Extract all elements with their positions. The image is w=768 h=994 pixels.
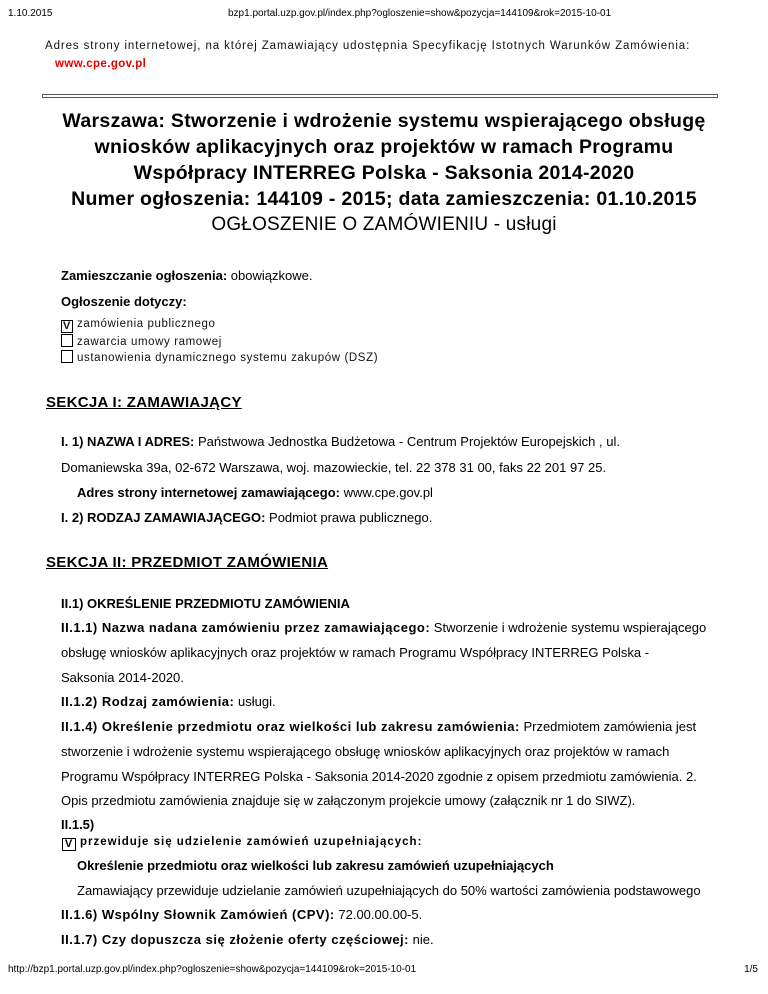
authority-type-row xyxy=(61,510,432,525)
checkbox xyxy=(61,350,73,363)
section-1-heading: SEKCJA I: ZAMAWIAJĄCY xyxy=(46,394,242,411)
option-label: zawarcia umowy ramowej xyxy=(77,336,222,348)
ii16-label: II.1.6) Wspólny Słownik Zamówień (CPV): xyxy=(61,907,335,922)
option-label: zamówienia publicznego xyxy=(77,318,216,330)
type-label: I. 2) RODZAJ ZAMAWIAJĄCEGO: xyxy=(61,510,266,525)
ii12-value: usługi. xyxy=(238,694,276,709)
notice-type: OGŁOSZENIE O ZAMÓWIENIU - usługi xyxy=(211,214,557,235)
ii15-check-label: przewiduje się udzielenie zamówień uzupełniających: xyxy=(80,836,423,848)
ii14-value-line: stworzenie i wdrożenie systemu wspierającego obsługę wniosków aplikacyjnych oraz projektów w ramach xyxy=(61,744,670,759)
ii17-row xyxy=(61,932,434,947)
website-value: www.cpe.gov.pl xyxy=(343,485,433,500)
siwz-address-label: Adres strony internetowej, na której Zamawiający udostępnia Specyfikację Istotnych Warunków Zamówienia: xyxy=(45,40,691,52)
placement-row xyxy=(61,268,312,283)
ii14-value-line: Programu Współpracy INTERREG Polska - Saksonia 2014-2020 zgodnie z opisem przedmiotu zamówienia. 2. xyxy=(61,769,697,784)
ii15-checkbox-row xyxy=(62,836,422,851)
ii12-label: II.1.2) Rodzaj zamówienia: xyxy=(61,694,235,709)
ii11-row xyxy=(61,620,706,635)
divider xyxy=(42,94,718,98)
ii14-value: Przedmiotem zamówienia jest xyxy=(523,719,697,734)
ii12-row xyxy=(61,694,276,709)
title-line: Współpracy INTERREG Polska - Saksonia 2014-2020 xyxy=(133,162,635,184)
page-number: 1/5 xyxy=(744,964,758,975)
title-line: wniosków aplikacyjnych oraz projektów w ramach Programu xyxy=(94,136,674,158)
contracting-authority-name xyxy=(61,434,620,449)
option-public-contract xyxy=(61,318,216,333)
ii15-label: II.1.5) xyxy=(61,817,95,832)
authority-website-row xyxy=(77,485,433,500)
ii15-sub-heading: Określenie przedmiotu oraz wielkości lub zakresu zamówień uzupełniających xyxy=(77,858,554,873)
title-line: Warszawa: Stworzenie i wdrożenie systemu wspierającego obsługę xyxy=(62,110,706,132)
option-dsz xyxy=(61,350,378,364)
name-label: I. 1) NAZWA I ADRES: xyxy=(61,434,195,449)
ii16-value: 72.00.00.00-5. xyxy=(338,907,423,922)
print-url: bzp1.portal.uzp.gov.pl/index.php?ogloszenie=show&pozycja=144109&rok=2015-10-01 xyxy=(228,8,612,19)
ii17-label: II.1.7) Czy dopuszcza się złożenie oferty częściowej: xyxy=(61,932,409,947)
checkbox: V xyxy=(62,838,76,851)
ii14-value-line: Opis przedmiotu zamówienia znajduje się w załączonym projekcie umowy (załącznik nr 1 do SIWZ). xyxy=(61,793,636,808)
ii17-value: nie. xyxy=(412,932,434,947)
concerns-label: Ogłoszenie dotyczy: xyxy=(61,294,187,309)
name-value: Państwowa Jednostka Budżetowa - Centrum Projektów Europejskich , ul. xyxy=(198,434,620,449)
ii15-sub-text: Zamawiający przewiduje udzielanie zamówień uzupełniających do 50% wartości zamówienia podstawowego xyxy=(77,883,701,898)
ii11-value-line: obsługę wniosków aplikacyjnych oraz projektów w ramach Programu Współpracy INTERREG Polska - xyxy=(61,645,650,660)
ii11-label: II.1.1) Nazwa nadana zamówieniu przez zamawiającego: xyxy=(61,620,431,635)
placement-label: Zamieszczanie ogłoszenia: xyxy=(61,268,228,283)
checkbox: V xyxy=(61,320,73,333)
ii16-row xyxy=(61,907,422,922)
checkbox xyxy=(61,334,73,347)
ii14-label: II.1.4) Określenie przedmiotu oraz wielkości lub zakresu zamówienia: xyxy=(61,719,520,734)
ii11-value: Stworzenie i wdrożenie systemu wspierającego xyxy=(433,620,707,635)
siwz-link[interactable]: www.cpe.gov.pl xyxy=(55,58,147,70)
notice-number: Numer ogłoszenia: 144109 - 2015; data zamieszczenia: 01.10.2015 xyxy=(71,188,697,210)
ii14-row xyxy=(61,719,696,734)
placement-value: obowiązkowe. xyxy=(230,268,313,283)
option-label: ustanowienia dynamicznego systemu zakupów (DSZ) xyxy=(77,352,379,364)
section-2-heading: SEKCJA II: PRZEDMIOT ZAMÓWIENIA xyxy=(46,554,329,571)
contracting-authority-address: Domaniewska 39a, 02-672 Warszawa, woj. mazowieckie, tel. 22 378 31 00, faks 22 201 97 25. xyxy=(61,460,607,475)
ii1-heading: II.1) OKREŚLENIE PRZEDMIOTU ZAMÓWIENIA xyxy=(61,596,350,611)
notice-title xyxy=(40,108,728,238)
ii11-value-line: Saksonia 2014-2020. xyxy=(61,670,184,685)
print-date: 1.10.2015 xyxy=(8,8,53,19)
option-framework-agreement xyxy=(61,334,222,348)
type-value: Podmiot prawa publicznego. xyxy=(269,510,433,525)
footer-url: http://bzp1.portal.uzp.gov.pl/index.php?ogloszenie=show&pozycja=144109&rok=2015-10-01 xyxy=(8,964,417,975)
website-label: Adres strony internetowej zamawiającego: xyxy=(77,485,340,500)
